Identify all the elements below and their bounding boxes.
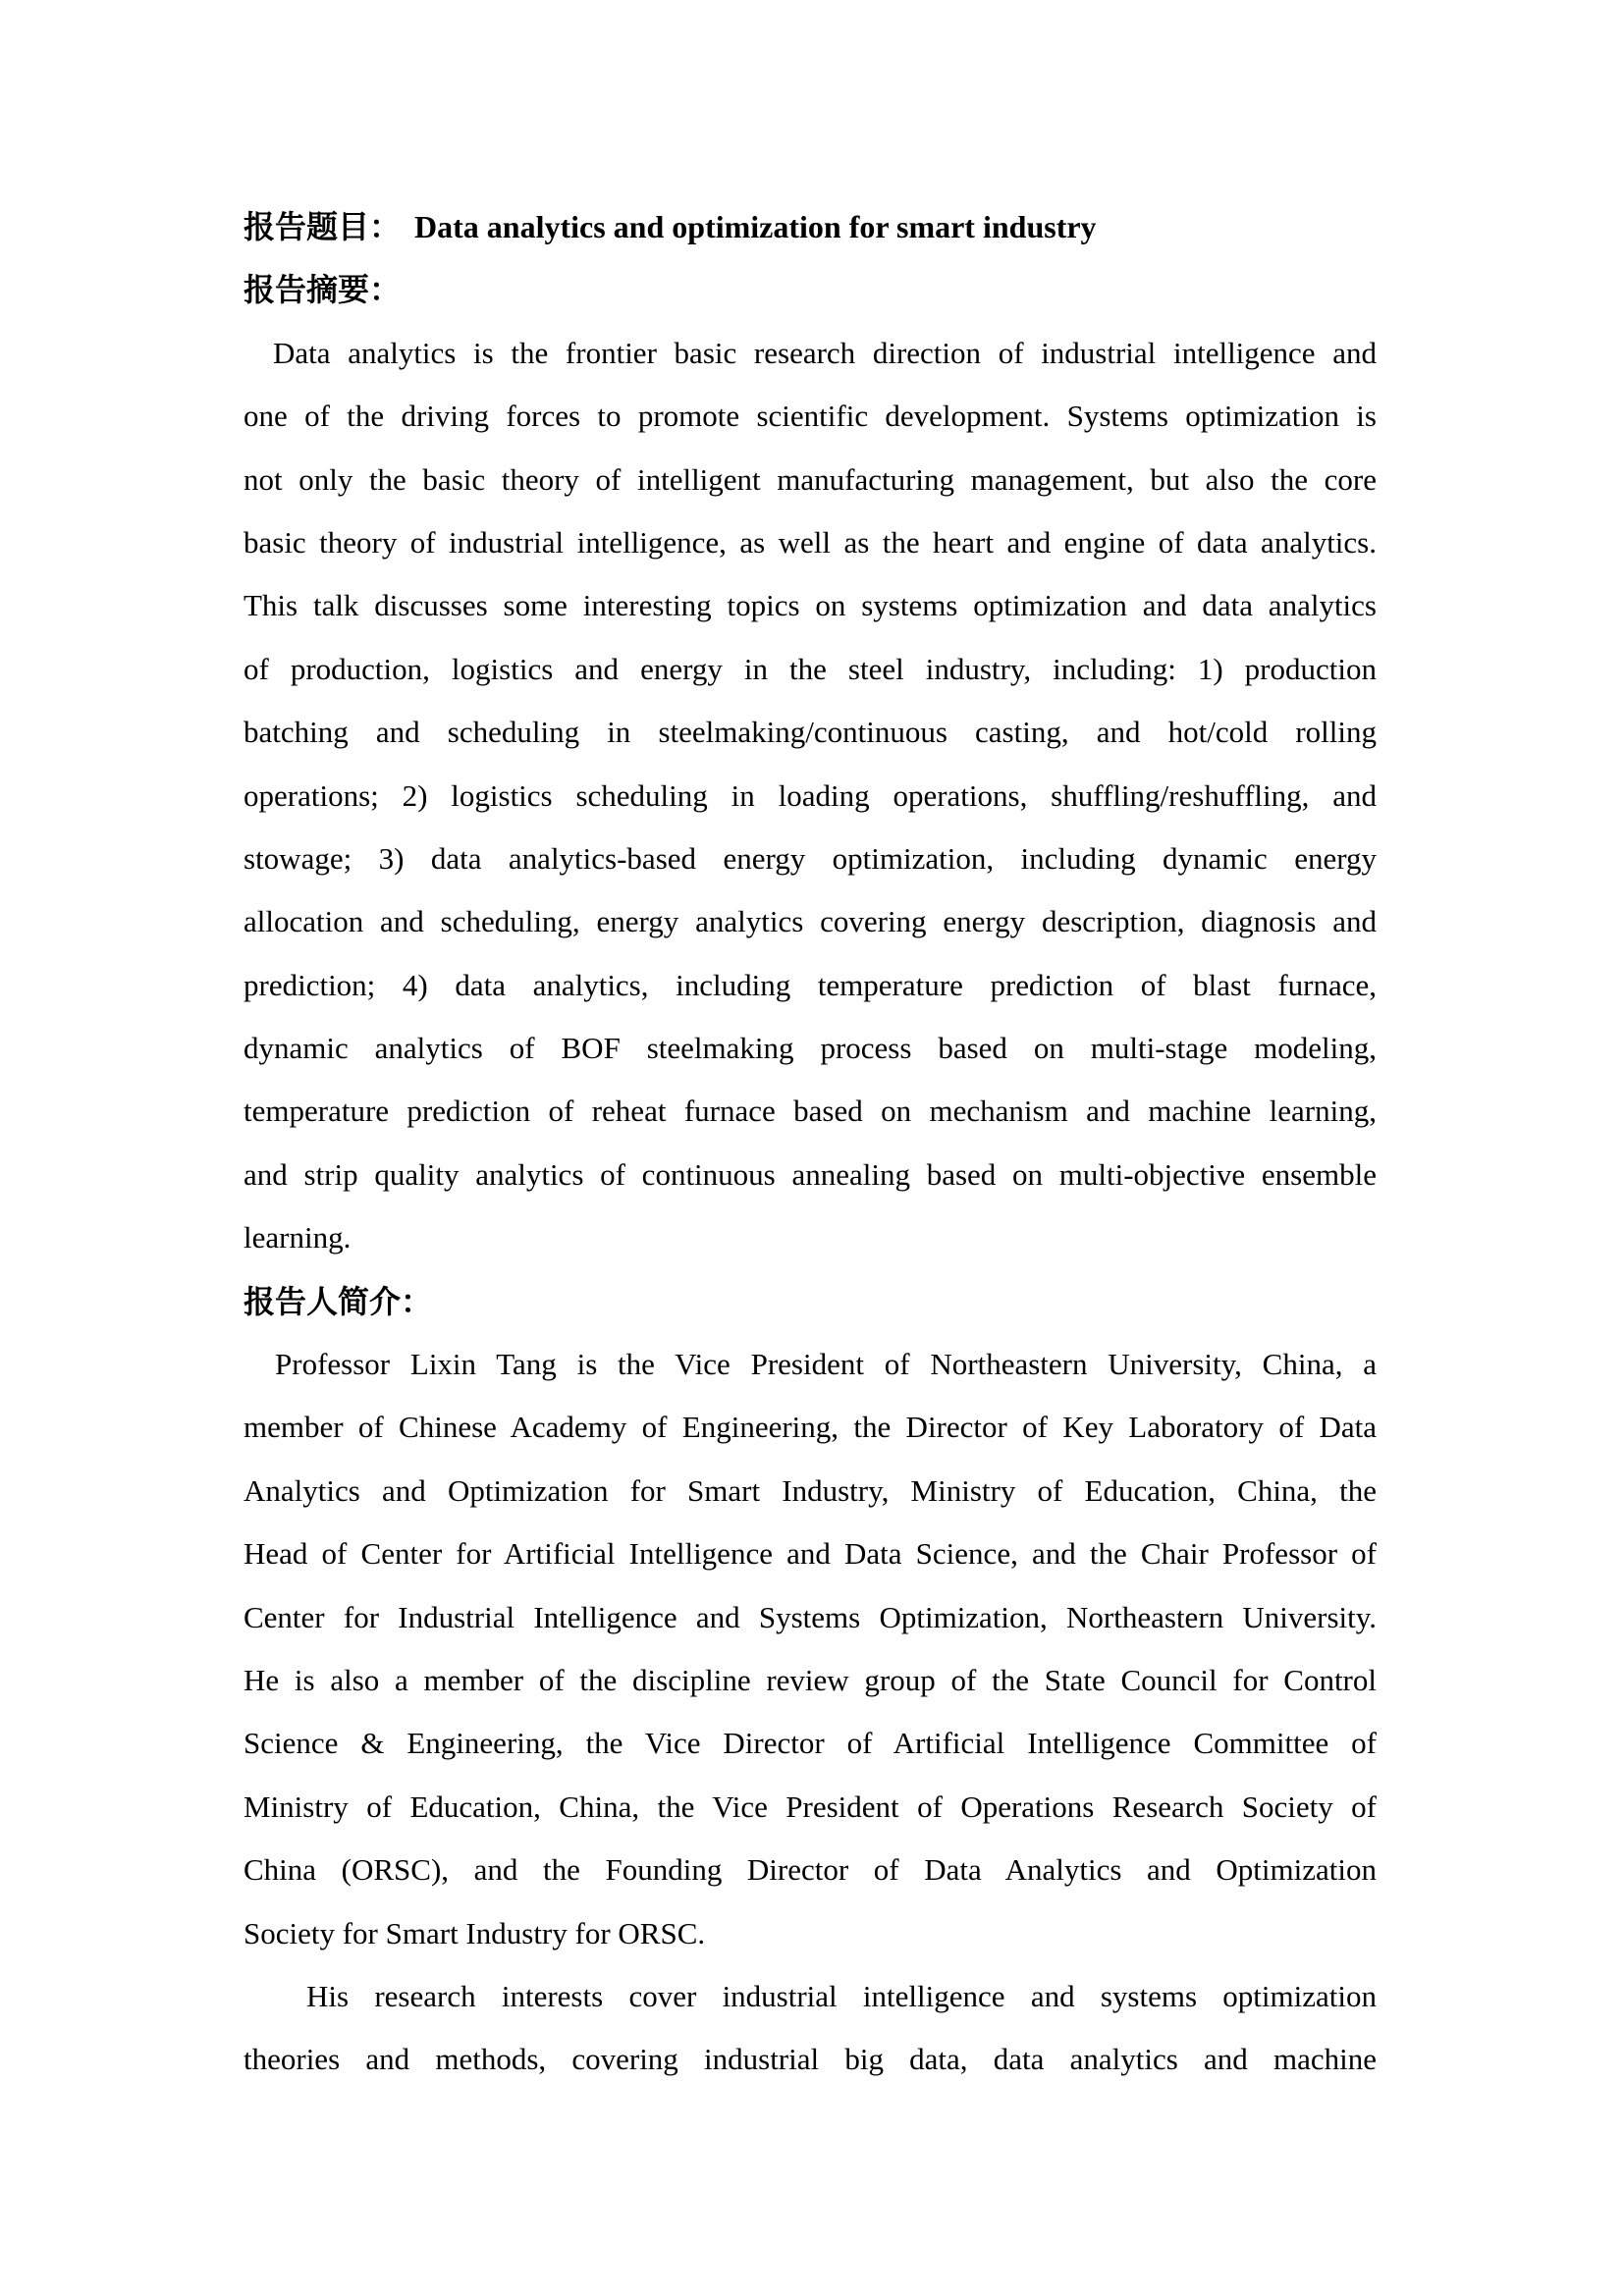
text-line: Center for Industrial Intelligence and Systems Optimization, Northeastern University. [244,1599,1377,1634]
text-line: Science & Engineering, the Vice Director of Artificial Intelligence Committee of [244,1726,1377,1761]
text-line: and strip quality analytics of continuous annealing based on multi-objective ensemble [244,1156,1377,1192]
text-line: Professor Lixin Tang is the Vice President of Northeastern University, China, a [275,1347,1377,1382]
text-line: He is also a member of the discipline review group of the State Council for Control [244,1662,1377,1697]
text-line: Society for Smart Industry for ORSC. [244,1915,706,1950]
text-line: Data analytics is the frontier basic research direction of industrial intelligence and [273,335,1377,370]
text-line: Analytics and Optimization for Smart Industry, Ministry of Education, China, the [244,1472,1377,1508]
text-line: one of the driving forces to promote scientific development. Systems optimization is [244,399,1377,434]
research-paragraph [244,1965,1377,2092]
report-title-text: Data analytics and optimization for smart industry [414,209,1097,244]
text-line: allocation and scheduling, energy analytics covering energy description, diagnosis and [244,904,1377,939]
text-line: temperature prediction of reheat furnace based on mechanism and machine learning, [244,1094,1377,1129]
text-line: prediction; 4) data analytics, including temperature prediction of blast furnace, [244,967,1377,1002]
text-line: Head of Center for Artificial Intelligence and Data Science, and the Chair Professor of [244,1536,1377,1572]
text-line: basic theory of industrial intelligence, as well as the heart and engine of data analytics. [244,524,1377,560]
text-line: not only the basic theory of intelligent manufacturing management, but also the core [244,461,1377,497]
text-line: His research interests cover industrial intelligence and systems optimization [306,1978,1377,2013]
document-body [244,195,1377,2092]
text-line: of production, logistics and energy in the steel industry, including: 1) production [244,651,1377,686]
bio-paragraph [244,1333,1377,1965]
abstract-paragraph [244,322,1377,1270]
speaker-heading: 报告人简介： [244,1283,433,1319]
report-title-label: 报告题目： [244,209,402,244]
text-line: This talk discusses some interesting topics on systems optimization and data analytics [244,588,1377,623]
text-line: batching and scheduling in steelmaking/continuous casting, and hot/cold rolling [244,715,1377,750]
text-line: Ministry of Education, China, the Vice President of Operations Research Society of [244,1789,1377,1824]
text-line: member of Chinese Academy of Engineering, the Director of Key Laboratory of Data [244,1410,1377,1445]
text-line: learning. [244,1220,352,1255]
text-line: theories and methods, covering industrial big data, data analytics and machine [244,2042,1377,2077]
text-line: operations; 2) logistics scheduling in loading operations, shuffling/reshuffling, and [244,777,1377,813]
text-line: stowage; 3) data analytics-based energy optimization, including dynamic energy [244,840,1377,876]
abstract-heading: 报告摘要： [244,272,402,308]
report-title [244,195,1377,258]
text-line: China (ORSC), and the Founding Director of Data Analytics and Optimization [244,1852,1377,1888]
text-line: dynamic analytics of BOF steelmaking process based on multi-stage modeling, [244,1031,1377,1066]
